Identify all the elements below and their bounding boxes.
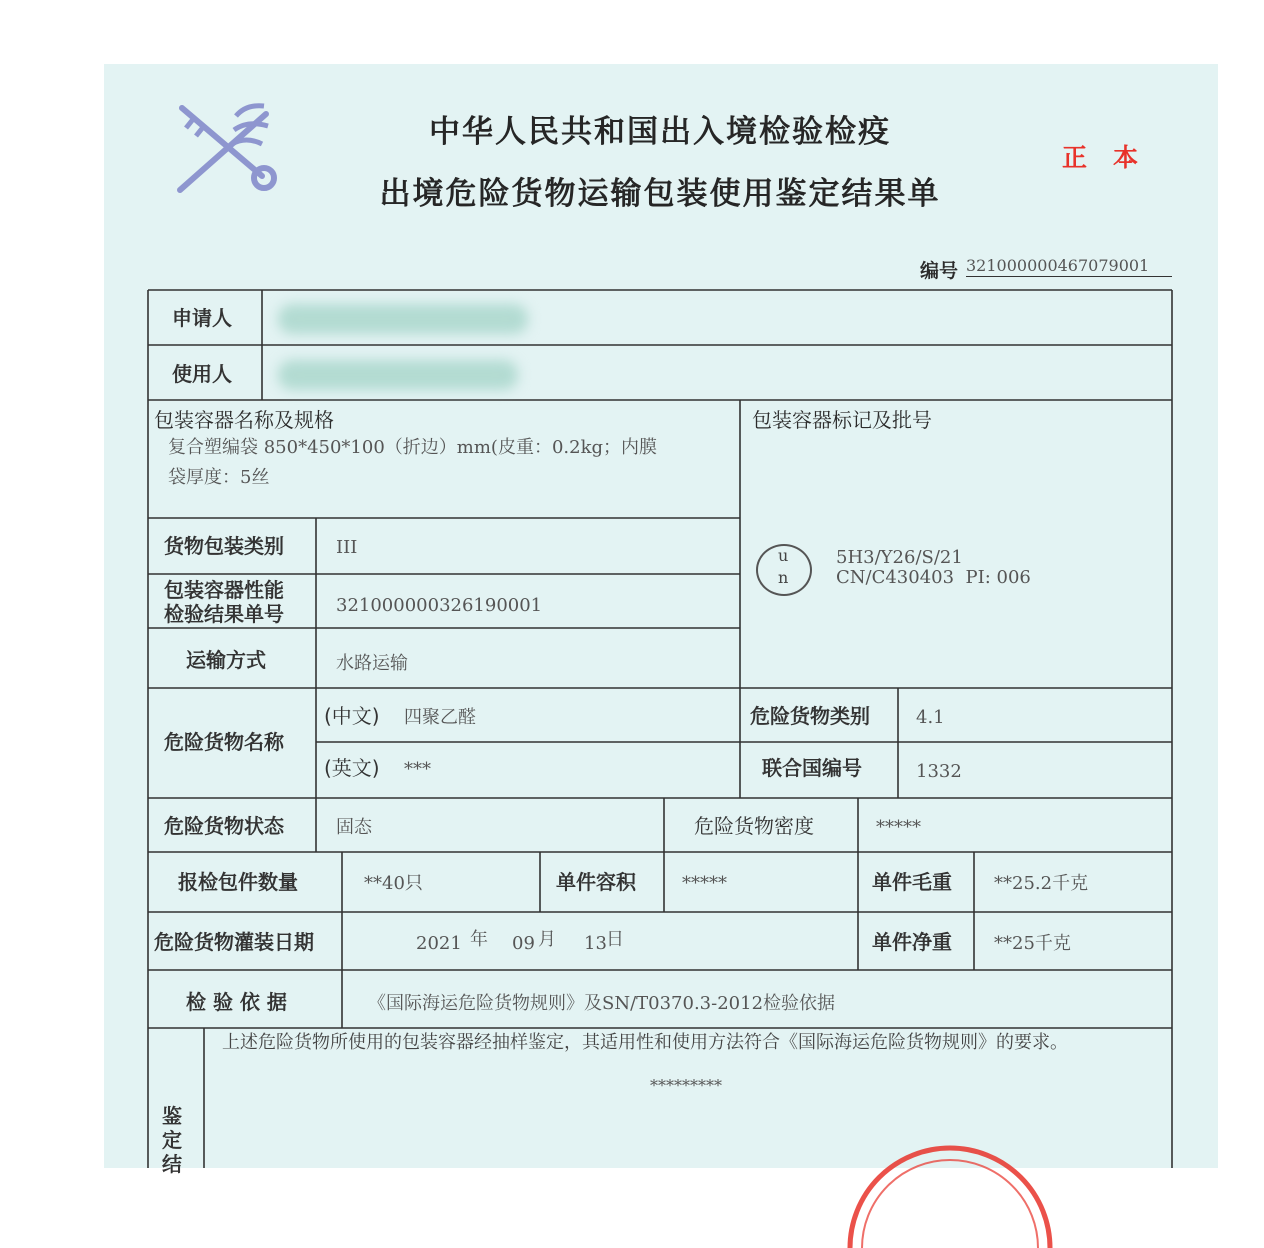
dg-density-value: ***** — [876, 817, 921, 838]
conclusion-stars: ********* — [650, 1076, 722, 1095]
serial-label: 编号 — [920, 260, 959, 282]
unit-volume-value: ***** — [682, 873, 727, 894]
dg-name-label: 危险货物名称 — [164, 730, 284, 754]
applicant-redaction — [278, 304, 528, 334]
user-redaction — [278, 360, 518, 390]
container-mark-line2: CN/C430403 PI: 006 — [836, 567, 1031, 588]
dg-name-en-value: *** — [404, 759, 431, 780]
perf-result-value: 321000000326190001 — [336, 595, 543, 616]
net-weight-value: **25千克 — [994, 933, 1071, 954]
fill-date-year-unit: 年 — [470, 929, 488, 950]
dg-state-value: 固态 — [336, 817, 372, 838]
dg-name-cn-label: (中文) — [324, 704, 380, 728]
dg-density-label: 危险货物密度 — [694, 814, 814, 838]
net-weight-label: 单件净重 — [872, 930, 952, 954]
un-symbol-n: n — [778, 568, 789, 587]
dg-name-cn-value: 四聚乙醛 — [404, 707, 476, 728]
pkg-category-value: III — [336, 537, 358, 558]
fill-date-month: 09 — [512, 933, 535, 954]
serial-number: 321000000467079001 — [966, 256, 1172, 277]
original-copy-mark: 正本 — [1062, 143, 1165, 172]
ciq-emblem-icon — [174, 96, 286, 196]
dg-class-value: 4.1 — [916, 707, 945, 728]
un-number-label: 联合国编号 — [762, 756, 862, 780]
un-symbol-u: u — [778, 546, 789, 565]
container-mark-label: 包装容器标记及批号 — [752, 408, 932, 432]
dg-state-label: 危险货物状态 — [164, 814, 284, 838]
unit-volume-label: 单件容积 — [556, 870, 636, 894]
fill-date-day: 13 — [584, 933, 607, 954]
fill-date-label: 危险货物灌装日期 — [154, 930, 314, 954]
transport-label: 运输方式 — [186, 648, 266, 672]
applicant-label: 申请人 — [172, 306, 232, 330]
perf-result-label-line1: 包装容器性能 — [164, 578, 284, 602]
pkg-category-label: 货物包装类别 — [164, 534, 284, 558]
document-title-line1: 中华人民共和国出入境检验检疫 — [429, 114, 891, 150]
conclusion-text: 上述危险货物所使用的包装容器经抽样鉴定，其适用性和使用方法符合《国际海运危险货物规则》的要求。 — [222, 1032, 1068, 1053]
container-mark-line1: 5H3/Y26/S/21 — [836, 547, 963, 568]
inspection-basis-label: 检 验 依 据 — [186, 990, 287, 1014]
gross-weight-value: **25.2千克 — [994, 873, 1089, 894]
document-title-line2: 出境危险货物运输包装使用鉴定结果单 — [379, 176, 941, 212]
official-seal-icon — [830, 1128, 1070, 1248]
fill-date-day-unit: 日 — [606, 929, 624, 950]
user-label: 使用人 — [172, 362, 232, 386]
package-qty-label: 报检包件数量 — [178, 870, 298, 894]
transport-value: 水路运输 — [336, 653, 408, 674]
dg-class-label: 危险货物类别 — [750, 704, 870, 728]
un-number-value: 1332 — [916, 761, 962, 782]
container-name-label: 包装容器名称及规格 — [154, 408, 334, 432]
package-qty-value: **40只 — [364, 873, 423, 894]
inspection-basis-value: 《国际海运危险货物规则》及SN/T0370.3-2012检验依据 — [368, 993, 836, 1014]
fill-date-month-unit: 月 — [538, 929, 556, 950]
conclusion-label: 鉴定结 — [162, 1104, 182, 1176]
perf-result-label-line2: 检验结果单号 — [164, 602, 284, 626]
container-name-value: 复合塑编袋 850*450*100（折边）mm(皮重：0.2kg；内膜 — [168, 437, 658, 458]
gross-weight-label: 单件毛重 — [872, 870, 952, 894]
fill-date-year: 2021 — [416, 933, 462, 954]
container-name-value-cont: 袋厚度：5丝 — [168, 467, 270, 488]
dg-name-en-label: (英文) — [324, 756, 380, 780]
